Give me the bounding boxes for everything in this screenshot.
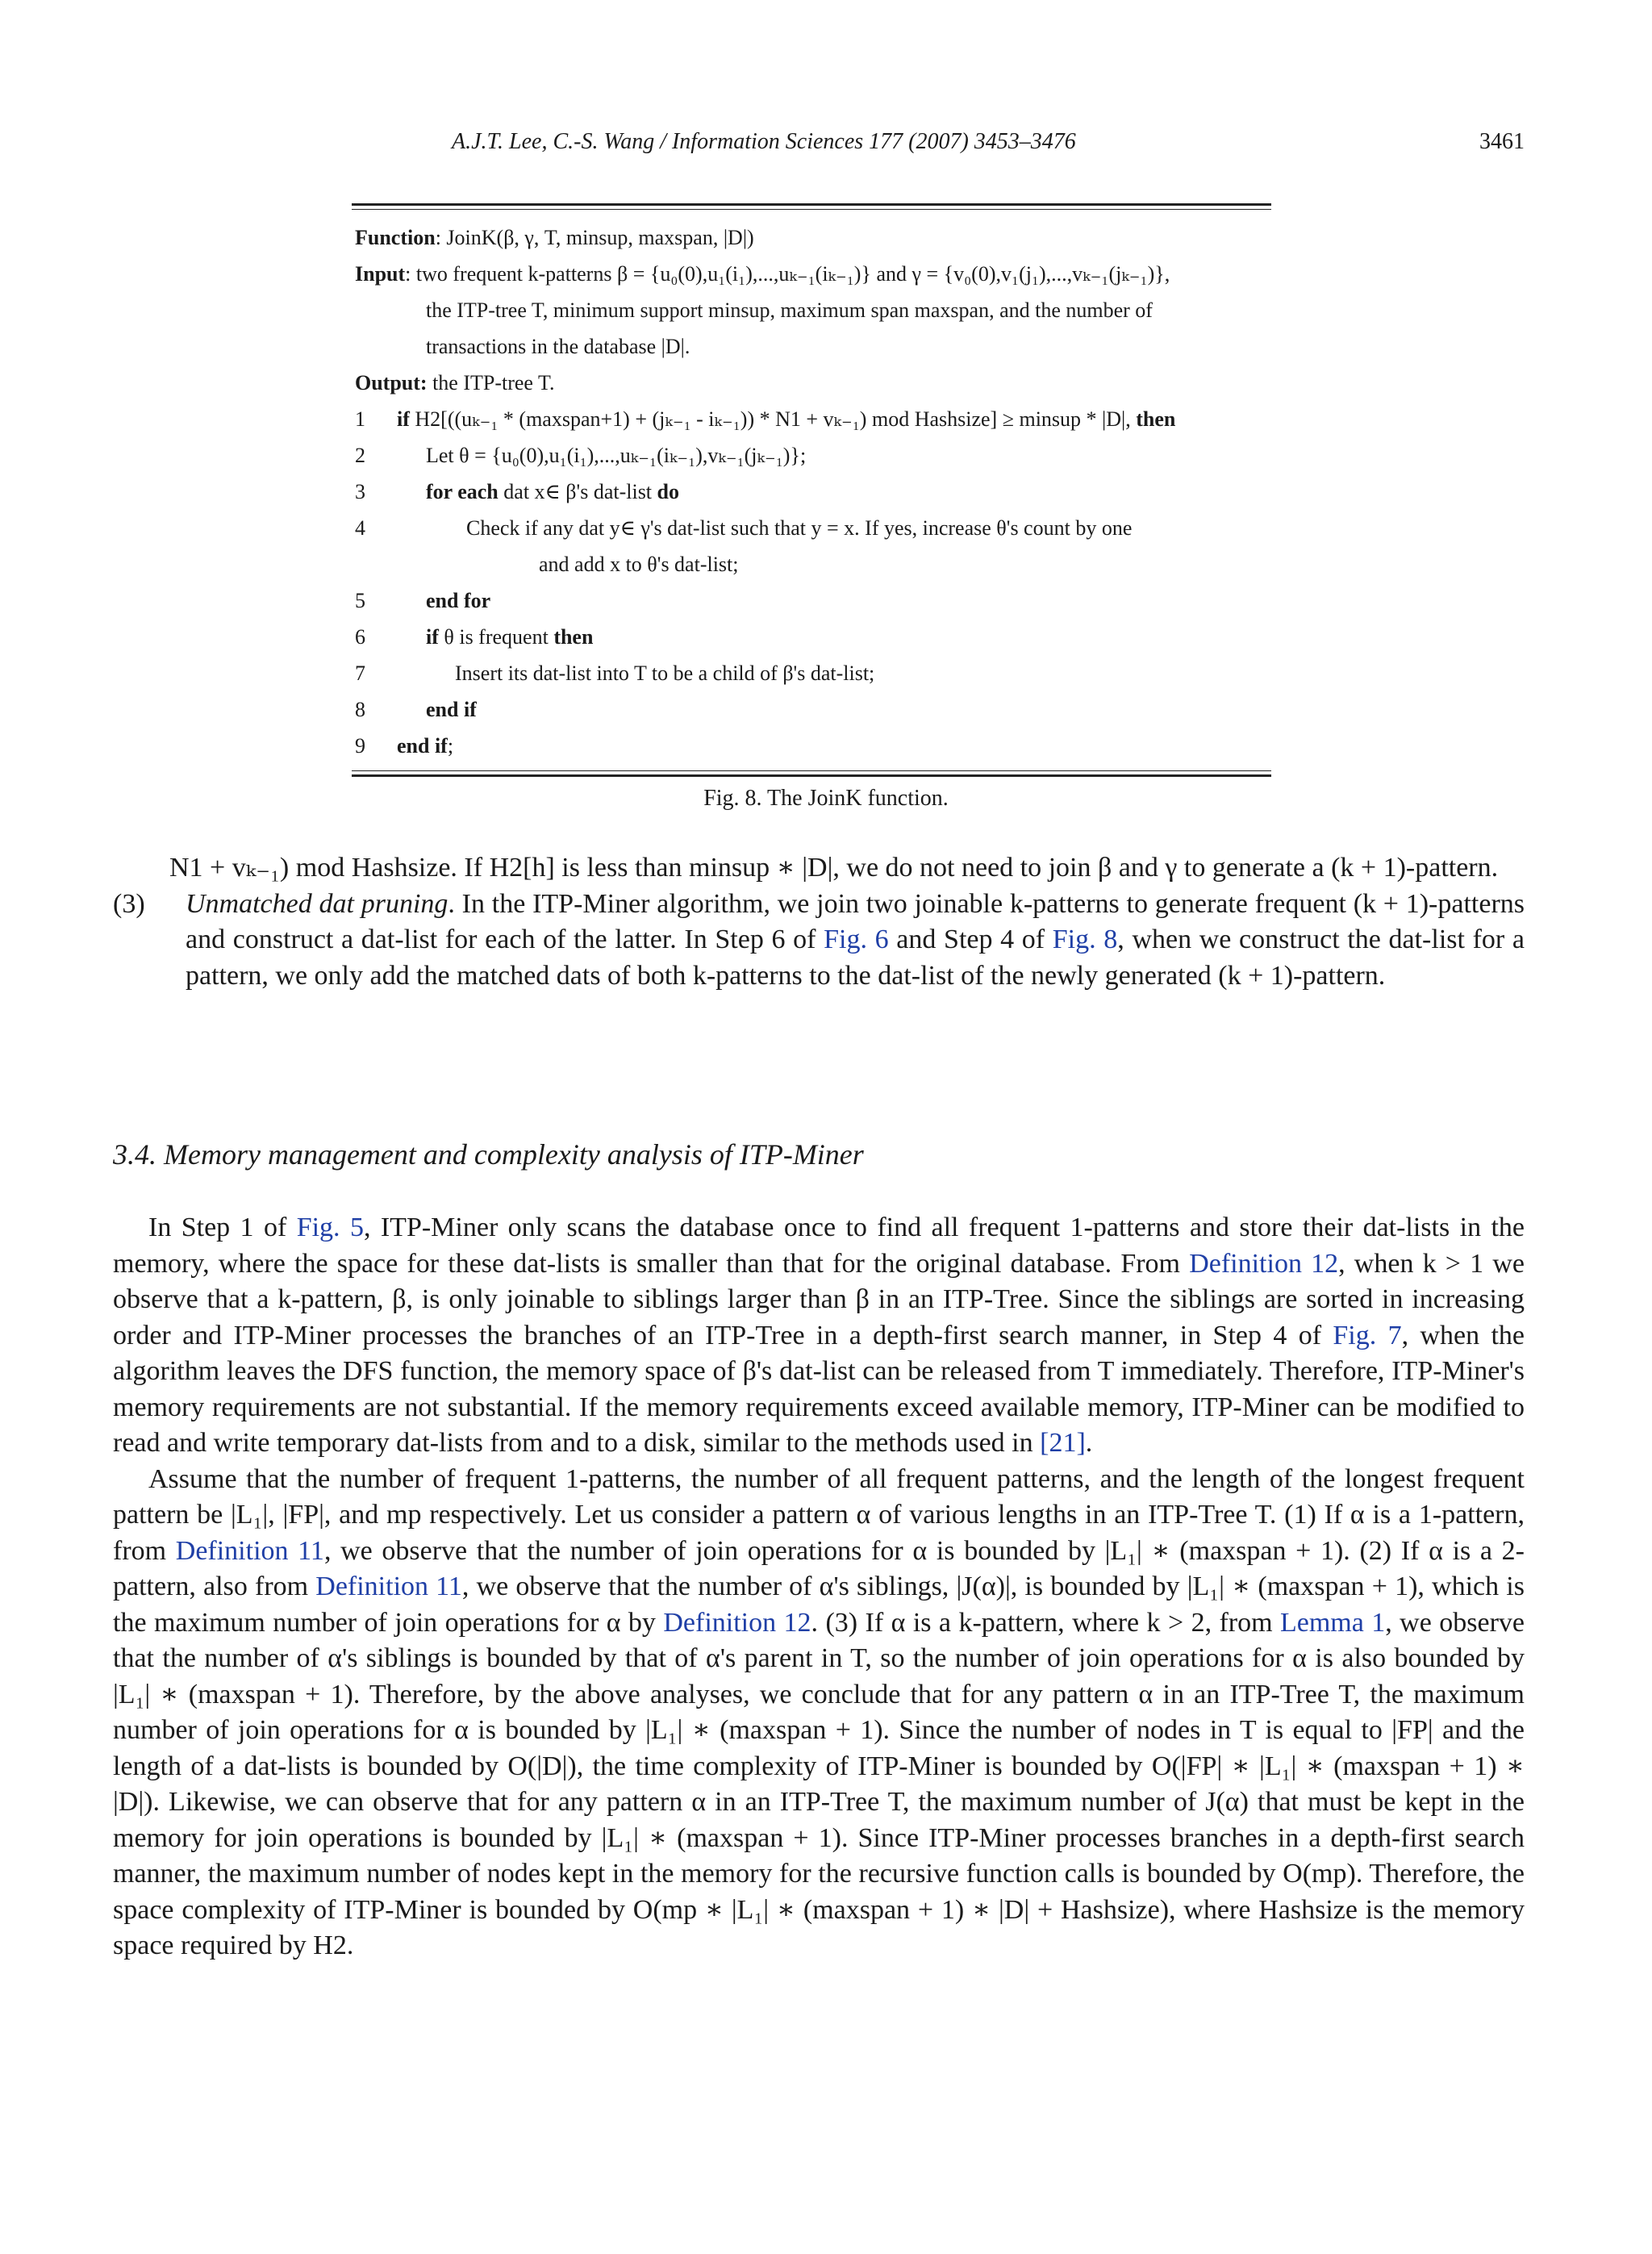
step-keyword: then [553,625,594,649]
figure-link[interactable]: Fig. 6 [824,925,889,954]
figure-link[interactable]: Fig. 5 [296,1213,364,1242]
paragraph-text: Assume that the number of frequent 1-patterns, the number of all frequent patterns, and the length of the longest frequent pattern be |L₁|, |FP|, and mp respectively. Let us consider a pattern α of various lengths in an ITP-Tree T. (1) If α is a 1-pattern, from [113,1463,1525,1566]
paragraph-text: , when the algorithm leaves the DFS function, the memory space of β's dat-list can be released from T immediately. Therefore, ITP-Miner's memory requirements are not substantial. If the memory requirements exceed available memory, ITP-Miner can be modified to read and write temporary dat-lists from and to a disk, similar to the methods used in [113,1320,1525,1458]
figure-link[interactable]: Fig. 8 [1052,925,1118,954]
paragraph-text: , we observe that the number of α's siblings, |J(α)|, is bounded by |L₁| ∗ (maxspan + 1), which is the maximum number of join operations for α by [113,1572,1525,1638]
step-body: θ is frequent [438,625,554,649]
algorithm-step [352,691,1271,728]
algorithm-step [352,546,1271,582]
input-line-3 [352,328,1271,365]
step-keyword: end if [397,734,448,758]
definition-link[interactable]: Definition 12 [663,1607,811,1638]
citation-link[interactable]: [21] [1040,1428,1086,1458]
figure-caption: Fig. 8. The JoinK function. [703,786,949,811]
function-signature: : JoinK(β, γ, T, minsup, maxspan, |D|) [435,226,754,249]
list-item-number: (3) [113,888,145,919]
step-number: 3 [355,480,365,503]
input-text-2: the ITP-tree T, minimum support minsup, maximum span maxspan, and the number of [426,298,1153,322]
step-number: 2 [355,444,365,467]
function-line [352,219,1271,256]
top-rule [352,203,1271,210]
output-text: the ITP-tree T. [427,371,555,394]
input-line [352,256,1271,292]
step-text [539,546,739,582]
step-keyword: for each [426,480,499,503]
step-number: 5 [355,589,365,612]
list-continuation: N1 + vₖ₋₁) mod Hashsize. If H2[h] is less than minsup ∗ |D|, we do not need to join β and γ to generate a (k + 1)-pattern. [169,853,1499,883]
paragraph [113,1462,1525,1964]
step-body: Let θ = {u₀(0),u₁(i₁),...,uₖ₋₁(iₖ₋₁),vₖ₋₁(jₖ₋₁)}; [426,444,807,467]
input-label: Input [355,262,406,286]
step-text [426,691,477,728]
paragraph-text: , ITP-Miner only scans the database once to find all frequent 1-patterns and store their dat-lists in the memory, where the space for these dat-lists is smaller than that for the original database. From [113,1213,1525,1279]
step-keyword: then [1136,407,1176,431]
paragraph-text: . (3) If α is a k-pattern, where k > 2, from [811,1607,1280,1638]
algorithm-step [352,582,1271,619]
step-number: 8 [355,698,365,721]
algorithm-steps [352,401,1271,764]
step-body: Check if any dat y∈ γ's dat-list such that y = x. If yes, increase θ's count by one [466,516,1133,540]
step-body: ; [447,734,454,758]
step-body: Insert its dat-list into T to be a child of β's dat-list; [455,662,875,685]
paragraph-text: , when k > 1 we observe that a k-pattern, β, is only joinable to siblings larger than β in an ITP-Tree. Since the siblings are sorted in increasing order and ITP-Miner processes the branches of an ITP-Tree in a depth-first search manner, in Step 4 of [113,1248,1525,1350]
step-keyword: end for [426,589,491,612]
section-body [113,1210,1525,1964]
step-text [426,619,593,655]
journal-citation: A.J.T. Lee, C.-S. Wang / Information Sciences 177 (2007) 3453–3476 [452,129,1076,154]
step-number: 4 [355,516,365,540]
step-text [397,728,453,764]
step-number: 1 [355,407,365,431]
paragraph-text: In Step 1 of [148,1213,297,1242]
step-number: 7 [355,662,365,685]
figure-link[interactable]: Fig. 7 [1333,1320,1402,1350]
input-text-1: : two frequent k-patterns β = {u₀(0),u₁(i₁),...,uₖ₋₁(iₖ₋₁)} and γ = {v₀(0),v₁(j₁),...,vₖ₋₁(jₖ₋₁)}, [405,262,1170,286]
algorithm-step [352,655,1271,691]
step-keyword: do [657,480,680,503]
algorithm-step [352,619,1271,655]
step-text [466,510,1132,546]
step-body: H2[((uₖ₋₁ * (maxspan+1) + (jₖ₋₁ - iₖ₋₁)) * N1 + vₖ₋₁) mod Hashsize] ≥ minsup * |D|, [409,407,1137,431]
list-item [113,887,1525,995]
step-number: 9 [355,734,365,758]
input-line-2 [352,292,1271,328]
list-item-text: and Step 4 of [888,925,1053,954]
step-text [455,655,874,691]
input-text-3: transactions in the database |D|. [426,335,690,358]
step-number: 6 [355,625,365,649]
list-item-text: , when we construct the dat-list for a pattern, we only add the matched dats of both k-patterns to the dat-list of the newly generated (k + 1)-pattern. [186,925,1525,991]
paragraph-text: , we observe that the number of join operations for α is bounded by |L₁| ∗ (maxspan + 1). (2) If α is a 2-pattern, also from [113,1535,1525,1601]
step-text [426,474,679,510]
section-heading: 3.4. Memory management and complexity analysis of ITP-Miner [113,1138,864,1171]
step-keyword: end if [426,698,477,721]
definition-link[interactable]: Definition 11 [175,1535,324,1566]
algorithm-box [352,203,1271,777]
output-label: Output: [355,371,428,394]
step-keyword: if [397,407,410,431]
pruning-list [113,850,1525,994]
output-line [352,365,1271,401]
step-text [397,401,1175,437]
algorithm-step [352,474,1271,510]
algorithm-body [352,210,1271,770]
definition-link[interactable]: Definition 11 [315,1572,462,1601]
step-keyword: if [426,625,439,649]
algorithm-step [352,437,1271,474]
lemma-link[interactable]: Lemma 1 [1280,1607,1386,1638]
algorithm-step [352,401,1271,437]
step-body: dat x∈ β's dat-list [498,480,657,503]
step-text [426,437,806,474]
paragraph-text: . [1085,1428,1093,1458]
list-item-text: . In the ITP-Miner algorithm, we join two joinable k-patterns to generate frequent (k + 1)-patterns and construct a dat-list for each of the latter. In Step 6 of [186,888,1525,954]
running-header [0,129,1652,169]
function-label: Function [355,226,436,249]
paragraph [113,1210,1525,1462]
bottom-rule [352,770,1271,777]
list-item-title: Unmatched dat pruning [186,888,448,919]
algorithm-step [352,510,1271,546]
step-text [426,582,490,619]
paragraph-text: , we observe that the number of α's siblings is bounded by that of α's parent in T, so the number of join operations for α is also bounded by |L₁| ∗ (maxspan + 1). Therefore, by the above analyses, we conclude that for any pattern α in an ITP-Tree T, the maximum number of join operations for α is bounded by |L₁| ∗ (maxspan + 1). Since the number of nodes in T is equal to |FP| and the length of a dat-lists is bounded by O(|D|), the time complexity of ITP-Miner is bounded by O(|FP| ∗ |L₁| ∗ (maxspan + 1) ∗ |D|). Likewise, we can observe that for any pattern α in an ITP-Tree T, the maximum number of J(α) that must be kept in the memory for join operations is bounded by |L₁| ∗ (maxspan + 1). Since ITP-Miner processes branches in a depth-first search manner, the maximum number of nodes kept in the memory for the recursive function calls is bounded by O(mp). Therefore, the space complexity of ITP-Miner is bounded by O(mp ∗ |L₁| ∗ (maxspan + 1) ∗ |D| + Hashsize), where Hashsize is the memory space required by H2. [113,1607,1525,1960]
algorithm-step [352,728,1271,764]
page-number: 3461 [1479,129,1525,154]
step-body: and add x to θ's dat-list; [539,553,739,576]
definition-link[interactable]: Definition 12 [1189,1248,1339,1279]
